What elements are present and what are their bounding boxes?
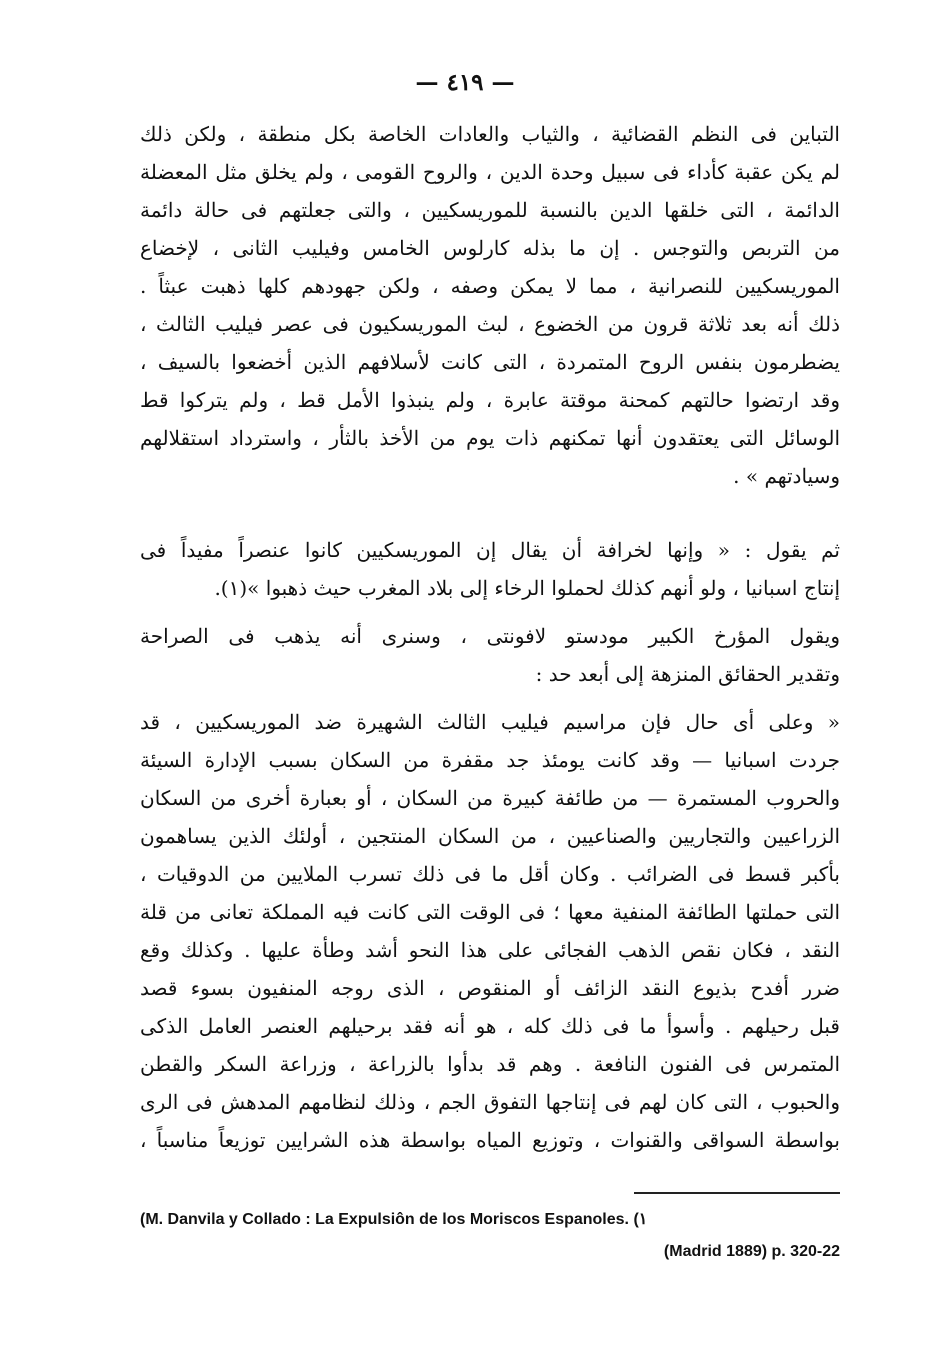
text-line: يضطرمون بنفس الروح المتمردة ، التى كانت لأسلافهم الذين أخضعوا بالسيف ، (140, 350, 840, 374)
text-line: ثم يقول : « وإنها لخرافة أن يقال إن الموريسكيين كانوا عنصراً مفيداً فى (140, 538, 840, 562)
text-line: النقد ، فكان نقص الذهب الفجائى على هذا النحو أشد وطأة عليها . وكذلك وقع (140, 938, 840, 962)
paragraph-4 (140, 703, 840, 1159)
paragraph-2 (140, 531, 840, 607)
text-line: الزراعيين والتجاريين والصناعيين ، من السكان المنتجين ، أولئك الذين يساهمون (140, 824, 840, 848)
paragraph-1 (140, 115, 840, 495)
text-line: والحبوب ، التى كان لهم فى إنتاجها التفوق الجم ، وذلك لنظامهم المدهش فى الرى (140, 1090, 840, 1114)
footnote-divider (634, 1192, 840, 1194)
text-line: بأكبر قسط فى الضرائب . وكان أقل ما فى ذلك تسرب الملايين من الدوقيات ، (140, 862, 840, 886)
text-line: الدائمة ، التى خلقها الدين بالنسبة للموريسكيين ، والتى جعلتهم فى حالة دائمة (140, 198, 840, 222)
text-line: ذلك أنه بعد ثلاثة قرون من الخضوع ، لبث الموريسكيون فى عصر فيليب الثالث ، (140, 312, 840, 336)
footnote-citation: (M. Danvila y Collado : La Expulsiôn de los Moriscos Espanoles. (١ (140, 1211, 648, 1228)
text-line: إنتاج اسبانيا ، ولو أنهم كذلك لحملوا الرخاء إلى بلاد المغرب حيث ذهبوا »(١). (214, 576, 840, 600)
text-line: وتقدير الحقائق المنزهة إلى أبعد حد : (535, 662, 840, 686)
text-line: وقد ارتضوا حالتهم كمحنة موقتة عابرة ، ولم ينبذوا الأمل قط ، ولم يتركوا قط (140, 388, 840, 412)
text-line: قبل رحيلهم . وأسوأ ما فى ذلك كله ، هو أنه فقد برحيلهم العنصر العامل الذكى (140, 1014, 840, 1038)
text-line: التى حملتها الطائفة المنفية معها ؛ فى الوقت التى كانت فيه المملكة تعانى من قلة (140, 900, 840, 924)
paragraph-3 (140, 617, 840, 693)
text-line: المتمرس فى الفنون النافعة . وهم قد بدأوا بالزراعة ، وزراعة السكر والقطن (140, 1052, 840, 1076)
text-line: من التربص والتوجس . إن ما بذله كارلوس الخامس وفيليب الثانى ، لإخضاع (140, 236, 840, 260)
text-line: والحروب المستمرة — من طائفة كبيرة من السكان ، أو بعبارة أخرى من السكان (140, 786, 840, 810)
text-line: ضرر أفدح بذيوع النقد الزائف أو المنقوص ، الذى روجه المنفيون بسوء قصد (140, 976, 840, 1000)
text-line: « وعلى أى حال فإن مراسيم فيليب الثالث الشهيرة ضد الموريسكيين ، قد (140, 710, 840, 734)
text-line: جردت اسبانيا — وقد كانت يومئذ جد مقفرة من السكان بسبب الإدارة السيئة (140, 748, 840, 772)
text-line: ويقول المؤرخ الكبير مودستو لافونتى ، وسنرى أنه يذهب فى الصراحة (140, 624, 840, 648)
text-line: وسيادتهم » . (733, 464, 840, 488)
footnote-citation-continued: (Madrid 1889) p. 320-22 (663, 1243, 840, 1260)
page-number: — ٤١٩ — (415, 69, 515, 96)
text-line: الموريسكيين للنصرانية ، مما لا يمكن وصفه ، ولكن جهودهم كلها ذهبت عبثاً . (140, 274, 840, 298)
text-line: التباين فى النظم القضائية ، والثياب والعادات الخاصة بكل منطقة ، ولكن ذلك (140, 122, 840, 146)
text-line: لم يكن عقبة كأداء فى سبيل وحدة الدين ، والروح القومى ، ولم يخلق مثل المعضلة (140, 160, 840, 184)
text-line: الوسائل التى يعتقدون أنها تمكنهم ذات يوم من الأخذ بالثأر ، واسترداد استقلالهم (140, 426, 840, 450)
text-line: بواسطة السواقى والقنوات ، وتوزيع المياه بواسطة هذه الشرايين توزيعاً مناسباً ، (140, 1128, 840, 1152)
